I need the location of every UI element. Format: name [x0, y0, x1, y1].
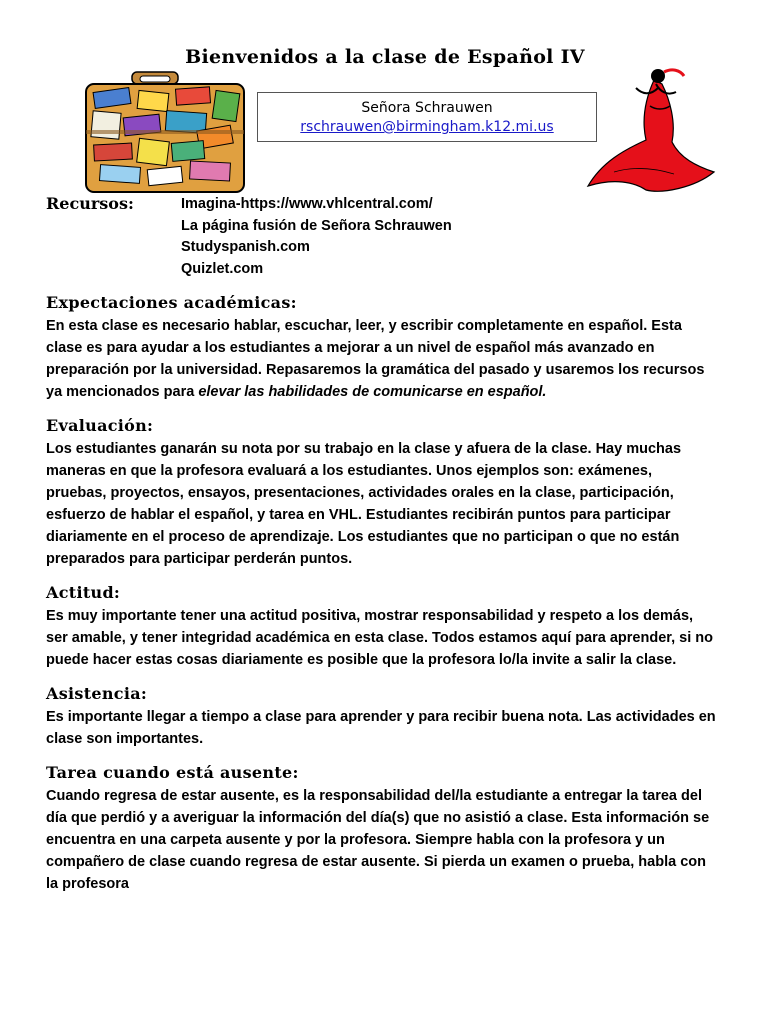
section-heading: Evaluación: [46, 416, 154, 435]
section-text: Es importante llegar a tiempo a clase para aprender y para recibir buena nota. Las actividades en clase son importantes. [46, 709, 716, 747]
resource-item-quizlet: Quizlet.com [181, 260, 264, 277]
resource-item-studyspanish: Studyspanish.com [181, 239, 310, 255]
section-text: Es muy importante tener una actitud positiva, mostrar responsabilidad y respeto a los demás, ser amable, y tener integridad académica en esta clase. Todos estamos aquí para aprender, si no puede hacer estas cosas diariamente es posible que la profesora lo/la invite a salir la clase. [46, 608, 713, 668]
section-text: Cuando regresa de estar ausente, es la responsabilidad del/la estudiante a entregar la tarea del día que perdió y a averiguar la información del día(s) que no asistió a clase. Esta información se encuentra en una carpeta ausente y por la profesora. Siempre habla con la profesora y un compañero de clase cuando regresa de estar ausente. Si pierda un examen o prueba, habla con la profesora [46, 788, 710, 892]
section-tarea [46, 762, 716, 895]
resources-heading: Recursos: [46, 194, 134, 213]
resources-list [181, 194, 452, 280]
teacher-email-link[interactable]: rschrauwen@birmingham.k12.mi.us [300, 119, 554, 135]
flamenco-dancer-illustration [584, 62, 719, 202]
resource-item-fusion: La página fusión de Señora Schrauwen [181, 217, 452, 234]
page-title: Bienvenidos a la clase de Español IV [185, 46, 585, 68]
document-body [46, 292, 716, 907]
section-heading: Tarea cuando está ausente: [46, 763, 299, 782]
section-expectativas [46, 292, 716, 403]
section-heading: Actitud: [46, 583, 121, 602]
section-heading: Asistencia: [46, 684, 148, 703]
section-text: Los estudiantes ganarán su nota por su trabajo en la clase y afuera de la clase. Hay muchas maneras en que la profesora evaluará a los estudiantes. Unos ejemplos son: exámenes, pruebas, proyectos, ensayos, presentaciones, actividades orales en la clase, participación, esfuerzo de hablar el español, y tarea en VHL. Estudiantes recibirán puntos para participar diariamente en el proceso de aprendizaje. Los estudiantes que no participan o que no están preparados para participar perderán puntos. [46, 441, 682, 567]
section-actitud [46, 582, 716, 671]
section-text [46, 315, 716, 403]
teacher-name: Señora Schrauwen [361, 100, 493, 116]
section-evaluacion [46, 415, 716, 570]
section-text-main: En esta clase es necesario hablar, escuchar, leer, y escribir completamente en español. Esta clase es para ayudar a los estudiantes a mejorar a un nivel de español más avanzado en preparación por la universidad. Repasaremos la gramática del pasado y usaremos los recursos ya mencionados para [46, 318, 705, 400]
section-heading: Expectaciones académicas: [46, 293, 297, 312]
section-asistencia [46, 683, 716, 750]
resource-item-vhlcentral: Imagina-https://www.vhlcentral.com/ [181, 196, 433, 212]
contact-box [257, 92, 597, 142]
suitcase-illustration [80, 70, 250, 200]
section-text-emphasis: elevar las habilidades de comunicarse en español. [198, 384, 547, 400]
